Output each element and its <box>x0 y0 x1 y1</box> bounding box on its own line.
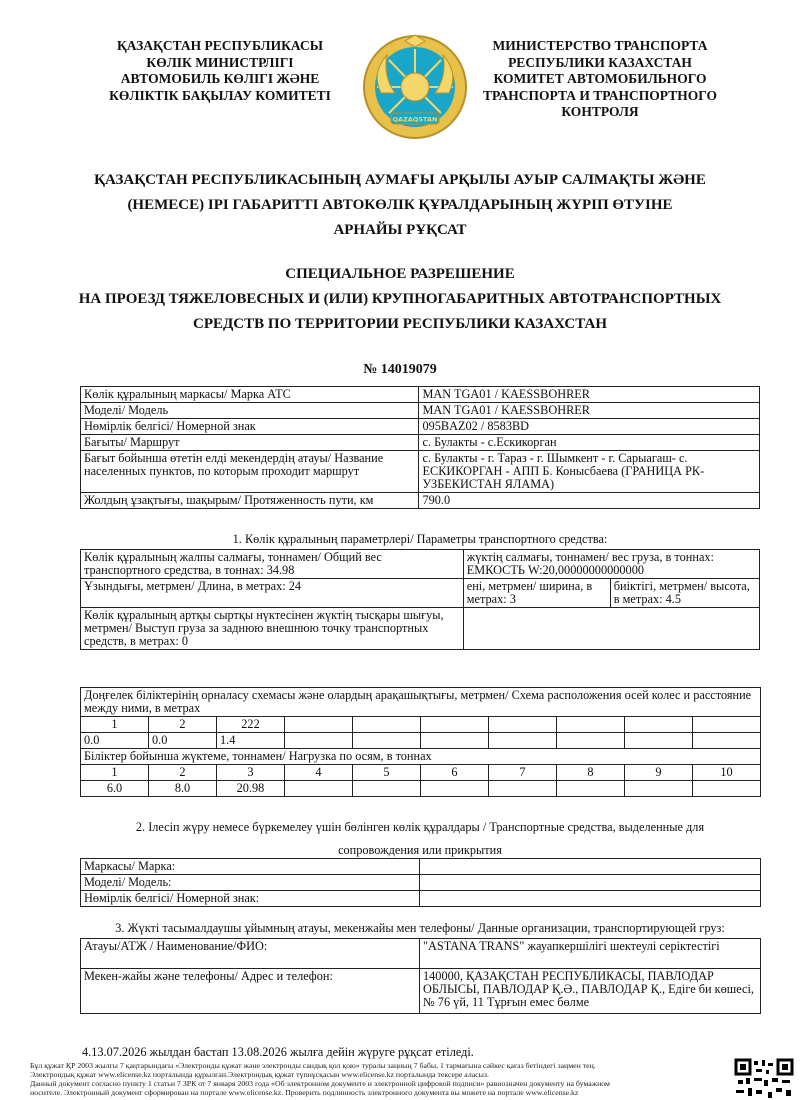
parameters-table <box>80 549 760 650</box>
axle-cell: 8 <box>557 765 625 781</box>
header-right-line: МИНИСТЕРСТВО ТРАНСПОРТА <box>492 38 708 53</box>
carrier-table <box>80 938 761 1014</box>
header-left-line: ҚАЗАҚСТАН РЕСПУБЛИКАСЫ <box>116 38 323 53</box>
axle-cell <box>625 781 693 797</box>
qr-code-icon <box>734 1058 794 1100</box>
axle-cell: 0.0 <box>149 733 217 749</box>
header-left-line: КӨЛІКТІК БАҚЫЛАУ КОМИТЕТІ <box>109 87 331 103</box>
axle-load-head-row <box>81 765 761 781</box>
overhang: Көлік құралының артқы сыртқы нүктесінен жүктің тысқары шығуы, метрмен/ Выступ груза за заднюю внешнюю точку транспортных средств, в метрах: 0 <box>81 608 464 650</box>
table-row <box>81 891 761 907</box>
section-2-title-line: 2. Ілесіп жүру немесе бүркемелеу үшін бөлінген көлік құралдары / Транспортные средства, выделенные для <box>135 820 705 834</box>
axle-cell: 4 <box>285 765 353 781</box>
axle-cell: 1 <box>81 717 149 733</box>
table-row <box>81 969 761 1014</box>
emblem-text: QAZAQSTAN <box>392 115 438 124</box>
title-russian <box>0 262 800 337</box>
axle-cell <box>285 717 353 733</box>
table-row <box>81 435 760 451</box>
vehicle-value: 095BAZ02 / 8583BD <box>419 419 760 435</box>
table-row <box>81 403 760 419</box>
axle-cell <box>625 733 693 749</box>
table-row <box>81 608 760 650</box>
escort-label: Маркасы/ Марка: <box>81 859 420 875</box>
axle-cell: 2 <box>149 765 217 781</box>
section-3-title: 3. Жүкті тасымалдаушы ұйымның атауы, мекенжайы мен телефоны/ Данные организации, транспортирующей груз: <box>115 921 725 935</box>
axle-cell: 10 <box>693 765 761 781</box>
title-line: СПЕЦИАЛЬНОЕ РАЗРЕШЕНИЕ <box>285 266 515 282</box>
header-right-line: ТРАНСПОРТА И ТРАНСПОРТНОГО <box>483 87 717 103</box>
header-left <box>40 38 400 104</box>
axle-cell <box>693 733 761 749</box>
small-print-line: носителе. Электронный документ сформирован на портале www.elicense.kz. Проверить подлинность электронного документа вы можете на портале www.elicense.kz <box>30 1088 579 1097</box>
axle-cell: 9 <box>625 765 693 781</box>
table-row <box>81 688 761 717</box>
table-row <box>81 419 760 435</box>
vehicle-value: с. Булакты - г. Тараз - г. Шымкент - г. Сарыагаш- с. ЕСКИКОРГАН - АПП Б. Конысбаева (ГРАНИЦА РК-УЗБЕКИСТАН ЯЛАМА) <box>419 451 760 493</box>
empty-cell <box>463 608 759 650</box>
vehicle-value: MAN TGA01 / KAESSBOHRER <box>419 403 760 419</box>
table-row <box>81 550 760 579</box>
vehicle-table <box>80 386 760 509</box>
section-2-title <box>80 820 760 858</box>
axle-cell <box>557 733 625 749</box>
axle-cell <box>285 781 353 797</box>
carrier-value: 140000, ҚАЗАҚСТАН РЕСПУБЛИКАСЫ, ПАВЛОДАР ОБЛЫСЫ, ПАВЛОДАР Қ.Ә., ПАВЛОДАР Қ., Едіге би көшесі, № 76 үй, 11 Тұрғын емес бөлме <box>420 969 761 1014</box>
header-right-line: КОМИТЕТ АВТОМОБИЛЬНОГО <box>493 71 707 86</box>
escort-value <box>420 875 761 891</box>
header-left-line: АВТОМОБИЛЬ КӨЛІГІ ЖӘНЕ <box>120 71 320 86</box>
axle-cell: 7 <box>489 765 557 781</box>
title-kazakh <box>0 168 800 243</box>
small-print <box>30 1061 720 1097</box>
title-line: ҚАЗАҚСТАН РЕСПУБЛИКАСЫНЫҢ АУМАҒЫ АРҚЫЛЫ АУЫР САЛМАҚТЫ ЖӘНЕ <box>94 172 706 188</box>
vehicle-label: Моделі/ Модель <box>81 403 419 419</box>
header-right-line: РЕСПУБЛИКИ КАЗАХСТАН <box>508 54 692 70</box>
vehicle-label: Көлік құралының маркасы/ Марка АТС <box>81 387 419 403</box>
escort-label: Моделі/ Модель: <box>81 875 420 891</box>
table-row <box>81 859 761 875</box>
axle-table <box>80 687 761 797</box>
carrier-label: Атауы/АТЖ / Наименование/ФИО: <box>81 939 420 969</box>
table-row <box>81 939 761 969</box>
table-row <box>81 451 760 493</box>
axle-cell <box>489 717 557 733</box>
axle-cell <box>285 733 353 749</box>
axle-cell <box>557 717 625 733</box>
axle-scheme-head-row <box>81 717 761 733</box>
vehicle-label: Нөмірлік белгісі/ Номерной знак <box>81 419 419 435</box>
vehicle-label: Бағыт бойынша өтетін елді мекендердің атауы/ Название населенных пунктов, по которым проходит маршрут <box>81 451 419 493</box>
vehicle-label: Бағыты/ Маршрут <box>81 435 419 451</box>
axle-scheme-title: Доңғелек біліктерінің орналасу схемасы және олардың арақашықтығы, метрмен/ Схема расположения осей колес и расстояние между ними, в метрах <box>81 688 761 717</box>
escort-value <box>420 859 761 875</box>
axle-cell: 0.0 <box>81 733 149 749</box>
axle-cell: 2 <box>149 717 217 733</box>
header-left-line: КӨЛІК МИНИСТРЛІГІ <box>146 54 294 70</box>
table-row <box>81 749 761 765</box>
axle-cell: 6 <box>421 765 489 781</box>
axle-cell <box>353 717 421 733</box>
carrier-value: "ASTANA TRANS" жауапкершілігі шектеулі серіктестігі <box>420 939 761 969</box>
axle-cell <box>353 781 421 797</box>
gross-weight: Көлік құралының жалпы салмағы, тоннамен/ Общий вес транспортного средства, в тоннах: 34.98 <box>81 550 464 579</box>
axle-cell <box>353 733 421 749</box>
axle-load-value-row <box>81 781 761 797</box>
small-print-line: Бұл құжат ҚР 2003 жылғы 7 қаңтарындағы «Электронды құжат және электронды сандық қол қою» туралы заңның 7 бабы, 1 тармағына сәйкес қағаз бетіндегі заңмен тең. <box>30 1061 596 1070</box>
section-2-title-line: сопровождения или прикрытия <box>338 843 502 857</box>
axle-cell <box>489 733 557 749</box>
header-right-line: КОНТРОЛЯ <box>561 104 639 119</box>
escort-table <box>80 858 761 907</box>
axle-cell: 8.0 <box>149 781 217 797</box>
escort-value <box>420 891 761 907</box>
table-row <box>81 579 760 608</box>
axle-cell <box>557 781 625 797</box>
axle-cell <box>421 781 489 797</box>
axle-cell: 1 <box>81 765 149 781</box>
permit-number: № 14019079 <box>363 362 437 377</box>
axle-cell <box>693 781 761 797</box>
title-line: СРЕДСТВ ПО ТЕРРИТОРИИ РЕСПУБЛИКИ КАЗАХСТАН <box>192 316 608 332</box>
axle-cell: 5 <box>353 765 421 781</box>
validity-period: 4.13.07.2026 жылдан бастап 13.08.2026 жылға дейін жүруге рұқсат етіледі. <box>82 1045 474 1059</box>
escort-label: Нөмірлік белгісі/ Номерной знак: <box>81 891 420 907</box>
title-line: АРНАЙЫ РҰҚСАТ <box>333 222 467 238</box>
vehicle-value: с. Булакты - с.Ескикорган <box>419 435 760 451</box>
vehicle-label: Жолдың ұзақтығы, шақырым/ Протяженность пути, км <box>81 493 419 509</box>
section-1-title: 1. Көлік құралының параметрлері/ Параметры транспортного средства: <box>232 532 608 546</box>
axle-cell: 6.0 <box>81 781 149 797</box>
axle-cell: 20.98 <box>217 781 285 797</box>
small-print-line: Электрондық құжат www.elicense.kz порталында құрылған.Электрондық құжат түпнұсқасын www.elicense.kz порталында тексере аласыз. <box>30 1070 489 1079</box>
axle-load-title: Біліктер бойынша жүктеме, тоннамен/ Нагрузка по осям, в тоннах <box>81 749 761 765</box>
title-line: (НЕМЕСЕ) ІРІ ГАБАРИТТІ АВТОКӨЛІК ҚҰРАЛДАРЫНЫҢ ЖҮРІП ӨТУІНЕ <box>127 197 673 213</box>
small-print-line: Данный документ согласно пункту 1 статьи 7 ЗРК от 7 января 2003 года «Об электронном документе и электронной цифровой подписи» равнозначен документу на бумажном <box>30 1079 610 1088</box>
axle-cell: 1.4 <box>217 733 285 749</box>
axle-cell: 3 <box>217 765 285 781</box>
height: биіктігі, метрмен/ высота, в метрах: 4.5 <box>610 579 759 608</box>
vehicle-value: 790.0 <box>419 493 760 509</box>
header-right <box>420 38 780 121</box>
axle-cell <box>421 733 489 749</box>
table-row <box>81 387 760 403</box>
title-line: НА ПРОЕЗД ТЯЖЕЛОВЕСНЫХ И (ИЛИ) КРУПНОГАБАРИТНЫХ АВТОТРАНСПОРТНЫХ <box>78 291 722 307</box>
axle-cell <box>489 781 557 797</box>
carrier-label: Мекен-жайы және телефоны/ Адрес и телефон: <box>81 969 420 1014</box>
table-row <box>81 875 761 891</box>
axle-cell <box>693 717 761 733</box>
axle-cell: 222 <box>217 717 285 733</box>
length: Ұзындығы, метрмен/ Длина, в метрах: 24 <box>81 579 464 608</box>
axle-cell <box>625 717 693 733</box>
table-row <box>81 493 760 509</box>
axle-cell <box>421 717 489 733</box>
vehicle-value: MAN TGA01 / KAESSBOHRER <box>419 387 760 403</box>
axle-scheme-value-row <box>81 733 761 749</box>
width: ені, метрмен/ ширина, в метрах: 3 <box>463 579 610 608</box>
cargo-weight: жүктің салмағы, тоннамен/ вес груза, в тоннах: ЕМКОСТЬ W:20,00000000000000 <box>463 550 759 579</box>
